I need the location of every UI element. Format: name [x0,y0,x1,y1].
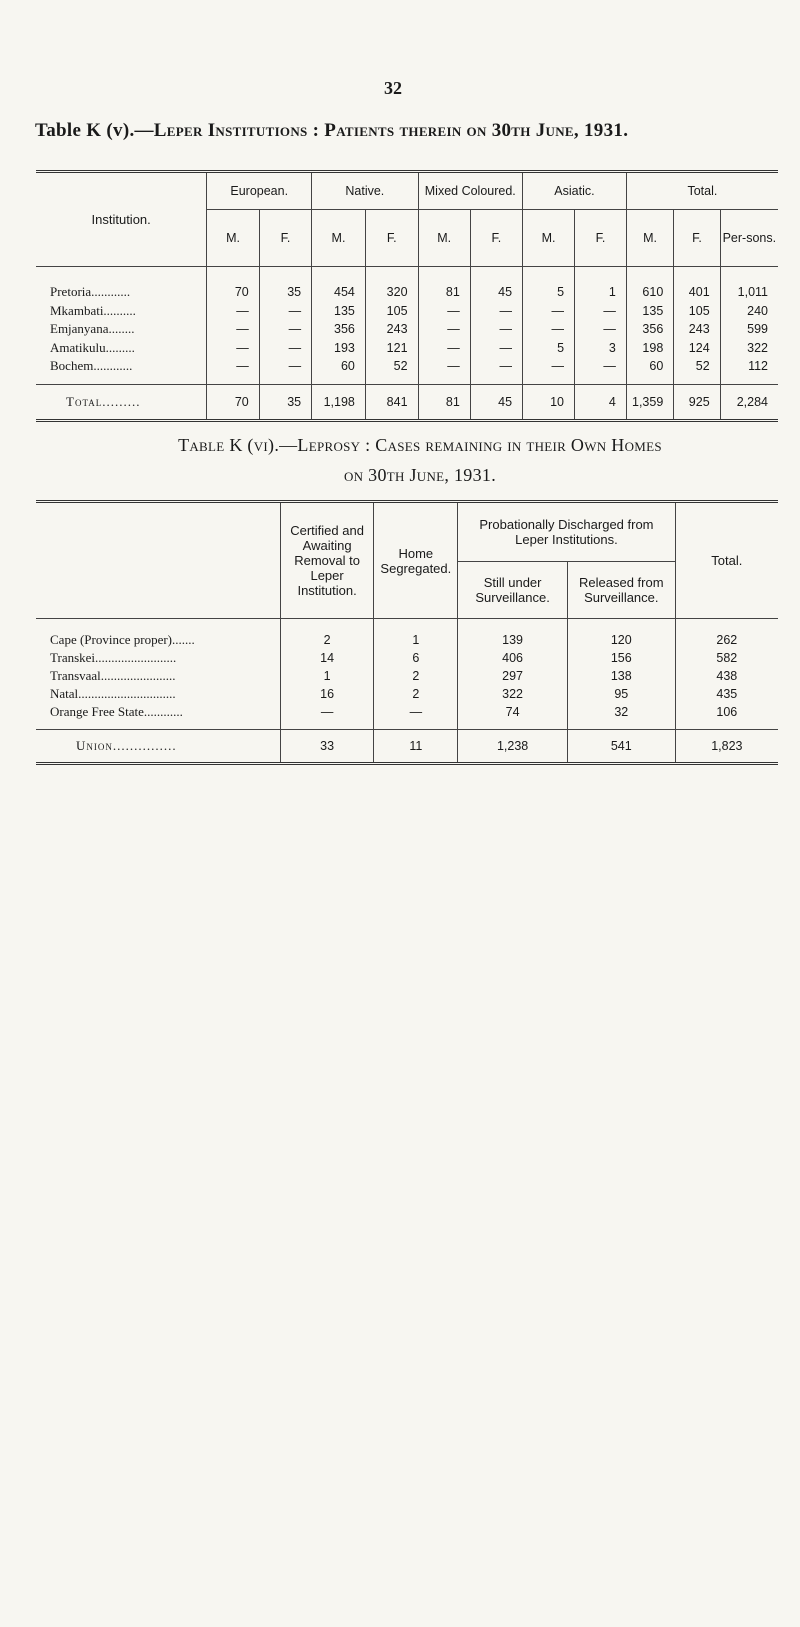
sub-f: F. [674,210,720,267]
cell: — [418,339,470,358]
sub-f: F. [259,210,311,267]
table-v-leper-institutions [36,170,778,422]
table-vi-title-line1: Table K (vi).—Leprosy : Cases remaining in their Own Homes [178,435,662,455]
table-row [36,649,778,667]
cell: 435 [675,685,778,703]
blank-header [36,502,280,619]
cell: 322 [720,339,778,358]
cell: 356 [312,320,366,339]
cell: 1,238 [458,730,568,764]
cell: — [470,339,522,358]
row-name: Transkei......................... [50,650,177,665]
cell: 10 [523,384,575,420]
cell: — [207,302,259,321]
cell: 135 [312,302,366,321]
cell: — [523,357,575,384]
cell: 11 [374,730,458,764]
cell: 243 [674,320,720,339]
cell: — [470,302,522,321]
cell: 60 [626,357,673,384]
cell: 1,359 [626,384,673,420]
cell: 105 [674,302,720,321]
cell: — [470,320,522,339]
cell: 1,823 [675,730,778,764]
group-mixed-coloured: Mixed Coloured. [418,172,523,210]
sub-m: M. [626,210,673,267]
cell: — [259,339,311,358]
row-name: Emjanyana........ [50,321,135,337]
sub-f: F. [470,210,522,267]
sub-m: M. [523,210,575,267]
table-row [36,685,778,703]
cell: 1,198 [312,384,366,420]
cell: 262 [675,619,778,650]
cell: 52 [674,357,720,384]
cell: — [523,320,575,339]
group-asiatic: Asiatic. [523,172,627,210]
cell: — [259,320,311,339]
sub-m: M. [207,210,259,267]
row-name: Bochem............ [50,358,133,374]
cell: 5 [523,267,575,302]
cell: 193 [312,339,366,358]
sub-m: M. [312,210,366,267]
cell: — [523,302,575,321]
cell: 198 [626,339,673,358]
cell: — [418,320,470,339]
col-released-from-surveillance: Released from Surveillance. [567,562,675,619]
cell: 356 [626,320,673,339]
cell: — [470,357,522,384]
table-row [36,320,778,339]
group-native: Native. [312,172,418,210]
table-vi-title-line2: on 30th June, 1931. [343,465,497,485]
cell: 1,011 [720,267,778,302]
cell: 406 [458,649,568,667]
cell: — [207,339,259,358]
cell: 70 [207,267,259,302]
total-row [36,730,778,764]
cell: — [374,703,458,730]
cell: 582 [675,649,778,667]
table-row [36,703,778,730]
cell: — [259,357,311,384]
cell: — [575,357,627,384]
cell: 35 [259,384,311,420]
col-home-segregated: Home Segregated. [374,502,458,619]
cell: 2,284 [720,384,778,420]
table-v-title-prefix: Table K (v). [35,120,135,141]
cell: — [575,302,627,321]
col-total: Total. [675,502,778,619]
row-name: Orange Free State............ [50,704,183,719]
cell: 2 [374,685,458,703]
cell: — [418,302,470,321]
cell: 610 [626,267,673,302]
cell: 401 [674,267,720,302]
cell: 243 [365,320,418,339]
total-row [36,384,778,420]
row-name: Natal.............................. [50,686,176,701]
table-row [36,619,778,650]
row-name: Amatikulu......... [50,339,135,355]
sub-f: F. [575,210,627,267]
table-row [36,667,778,685]
cell: 106 [675,703,778,730]
cell: 33 [280,730,374,764]
col-probationally-discharged: Probationally Discharged from Leper Institutions. [458,502,675,562]
cell: — [207,320,259,339]
cell: 74 [458,703,568,730]
cell: 322 [458,685,568,703]
total-label: Union............... [36,730,280,764]
cell: 139 [458,619,568,650]
cell: 320 [365,267,418,302]
cell: 60 [312,357,366,384]
total-label: Total......... [36,384,207,420]
row-name: Mkambati.......... [50,302,136,318]
cell: 70 [207,384,259,420]
cell: 45 [470,384,522,420]
cell: 841 [365,384,418,420]
sub-persons: Per-sons. [720,210,778,267]
cell: 3 [575,339,627,358]
table-row [36,302,778,321]
cell: 35 [259,267,311,302]
col-still-under-surveillance: Still under Surveillance. [458,562,568,619]
cell: 438 [675,667,778,685]
cell: 156 [567,649,675,667]
cell: 135 [626,302,673,321]
cell: 52 [365,357,418,384]
cell: 240 [720,302,778,321]
cell: 95 [567,685,675,703]
table-v-title [35,120,628,142]
cell: 297 [458,667,568,685]
cell: 1 [575,267,627,302]
cell: 4 [575,384,627,420]
cell: 81 [418,384,470,420]
cell: 112 [720,357,778,384]
col-certified: Certified and Awaiting Removal to Leper Institution. [280,502,374,619]
cell: 5 [523,339,575,358]
cell: — [575,320,627,339]
cell: — [418,357,470,384]
table-row [36,267,778,302]
row-name: Cape (Province proper)....... [50,632,195,647]
table-v-title-rest: —Leper Institutions : Patients therein on 30th June, 1931. [134,120,629,141]
cell: 1 [374,619,458,650]
cell: 16 [280,685,374,703]
table-vi-title [160,430,680,490]
cell: — [207,357,259,384]
cell: 138 [567,667,675,685]
row-name: Transvaal....................... [50,668,176,683]
cell: 2 [280,619,374,650]
cell: — [280,703,374,730]
cell: — [259,302,311,321]
cell: 541 [567,730,675,764]
cell: 45 [470,267,522,302]
row-name: Pretoria............ [50,284,131,300]
cell: 120 [567,619,675,650]
table-row [36,357,778,384]
cell: 599 [720,320,778,339]
cell: 14 [280,649,374,667]
table-row [36,339,778,358]
cell: 925 [674,384,720,420]
cell: 6 [374,649,458,667]
cell: 2 [374,667,458,685]
institution-header: Institution. [36,172,207,267]
sub-f: F. [365,210,418,267]
cell: 124 [674,339,720,358]
group-total: Total. [626,172,778,210]
sub-m: M. [418,210,470,267]
cell: 81 [418,267,470,302]
page-number: 32 [384,78,402,98]
cell: 1 [280,667,374,685]
cell: 454 [312,267,366,302]
cell: 105 [365,302,418,321]
table-vi-leprosy-homes [36,500,778,765]
cell: 121 [365,339,418,358]
cell: 32 [567,703,675,730]
group-european: European. [207,172,312,210]
